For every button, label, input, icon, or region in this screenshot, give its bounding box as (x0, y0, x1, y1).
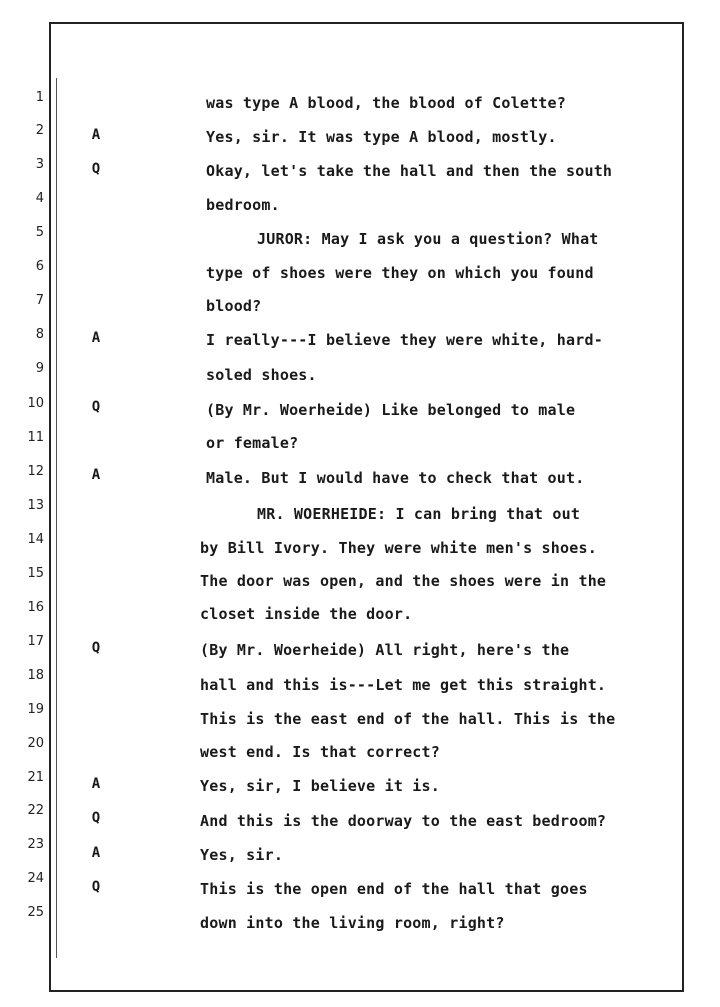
transcript-line: west end. Is that correct? (200, 743, 440, 761)
speaker-label: Q (91, 161, 101, 177)
line-number: 14 (27, 532, 44, 547)
transcript-line: MR. WOERHEIDE: I can bring that out (257, 505, 581, 523)
line-number: 15 (27, 566, 44, 581)
line-number: 9 (35, 361, 44, 376)
line-number: 16 (27, 600, 44, 615)
transcript-line: was type A blood, the blood of Colette? (206, 94, 566, 112)
transcript-line: Male. But I would have to check that out. (206, 469, 585, 487)
speaker-label: A (91, 776, 101, 792)
line-number: 5 (35, 225, 44, 240)
transcript-line: This is the open end of the hall that goes (200, 880, 588, 898)
transcript-line: Yes, sir, I believe it is. (200, 777, 440, 795)
page-border-bottom (50, 990, 684, 992)
transcript-line: or female? (206, 434, 299, 452)
transcript-line: Yes, sir. It was type A blood, mostly. (206, 128, 557, 146)
line-number: 6 (35, 259, 44, 274)
transcript-line: blood? (206, 297, 262, 315)
line-number: 25 (27, 905, 44, 920)
line-number: 2 (35, 123, 44, 138)
transcript-line: This is the east end of the hall. This is the (200, 710, 616, 728)
transcript-line: (By Mr. Woerheide) Like belonged to male (206, 401, 576, 419)
transcript-line: (By Mr. Woerheide) All right, here's the (200, 641, 570, 659)
line-number: 17 (27, 634, 44, 649)
transcript-line: by Bill Ivory. They were white men's shoes. (200, 539, 597, 557)
transcript-line: hall and this is---Let me get this straight. (200, 676, 607, 694)
speaker-label: Q (91, 399, 101, 415)
transcript-line: Yes, sir. (200, 846, 284, 864)
line-number: 18 (27, 668, 44, 683)
transcript-line: And this is the doorway to the east bedroom? (200, 812, 607, 830)
line-number: 10 (27, 396, 44, 411)
margin-rule (56, 78, 57, 958)
line-number: 3 (35, 157, 44, 172)
speaker-label: A (91, 845, 101, 861)
line-number: 7 (35, 293, 44, 308)
speaker-label: A (91, 467, 101, 483)
transcript-line: type of shoes were they on which you found (206, 264, 594, 282)
speaker-label: Q (91, 640, 101, 656)
line-number: 20 (27, 736, 44, 751)
page-border-top (50, 22, 684, 24)
speaker-label: A (91, 127, 101, 143)
transcript-line: bedroom. (206, 196, 280, 214)
transcript-line: The door was open, and the shoes were in the (200, 572, 607, 590)
line-number: 11 (27, 430, 44, 445)
line-number: 21 (27, 770, 44, 785)
page-border-left (49, 22, 51, 992)
line-number: 12 (27, 464, 44, 479)
speaker-label: Q (91, 810, 101, 826)
transcript-line: soled shoes. (206, 366, 317, 384)
line-number: 24 (27, 871, 44, 886)
line-number: 8 (35, 327, 44, 342)
transcript-line: I really---I believe they were white, hard- (206, 331, 603, 349)
speaker-label: A (91, 330, 101, 346)
transcript-line: closet inside the door. (200, 605, 413, 623)
line-number: 1 (35, 90, 44, 105)
speaker-label: Q (91, 879, 101, 895)
transcript-line: Okay, let's take the hall and then the south (206, 162, 613, 180)
transcript-line: down into the living room, right? (200, 914, 505, 932)
line-number: 23 (27, 837, 44, 852)
line-number: 19 (27, 702, 44, 717)
line-number: 13 (27, 498, 44, 513)
line-number: 22 (27, 803, 44, 818)
line-number: 4 (35, 191, 44, 206)
transcript-line: JUROR: May I ask you a question? What (257, 230, 599, 248)
